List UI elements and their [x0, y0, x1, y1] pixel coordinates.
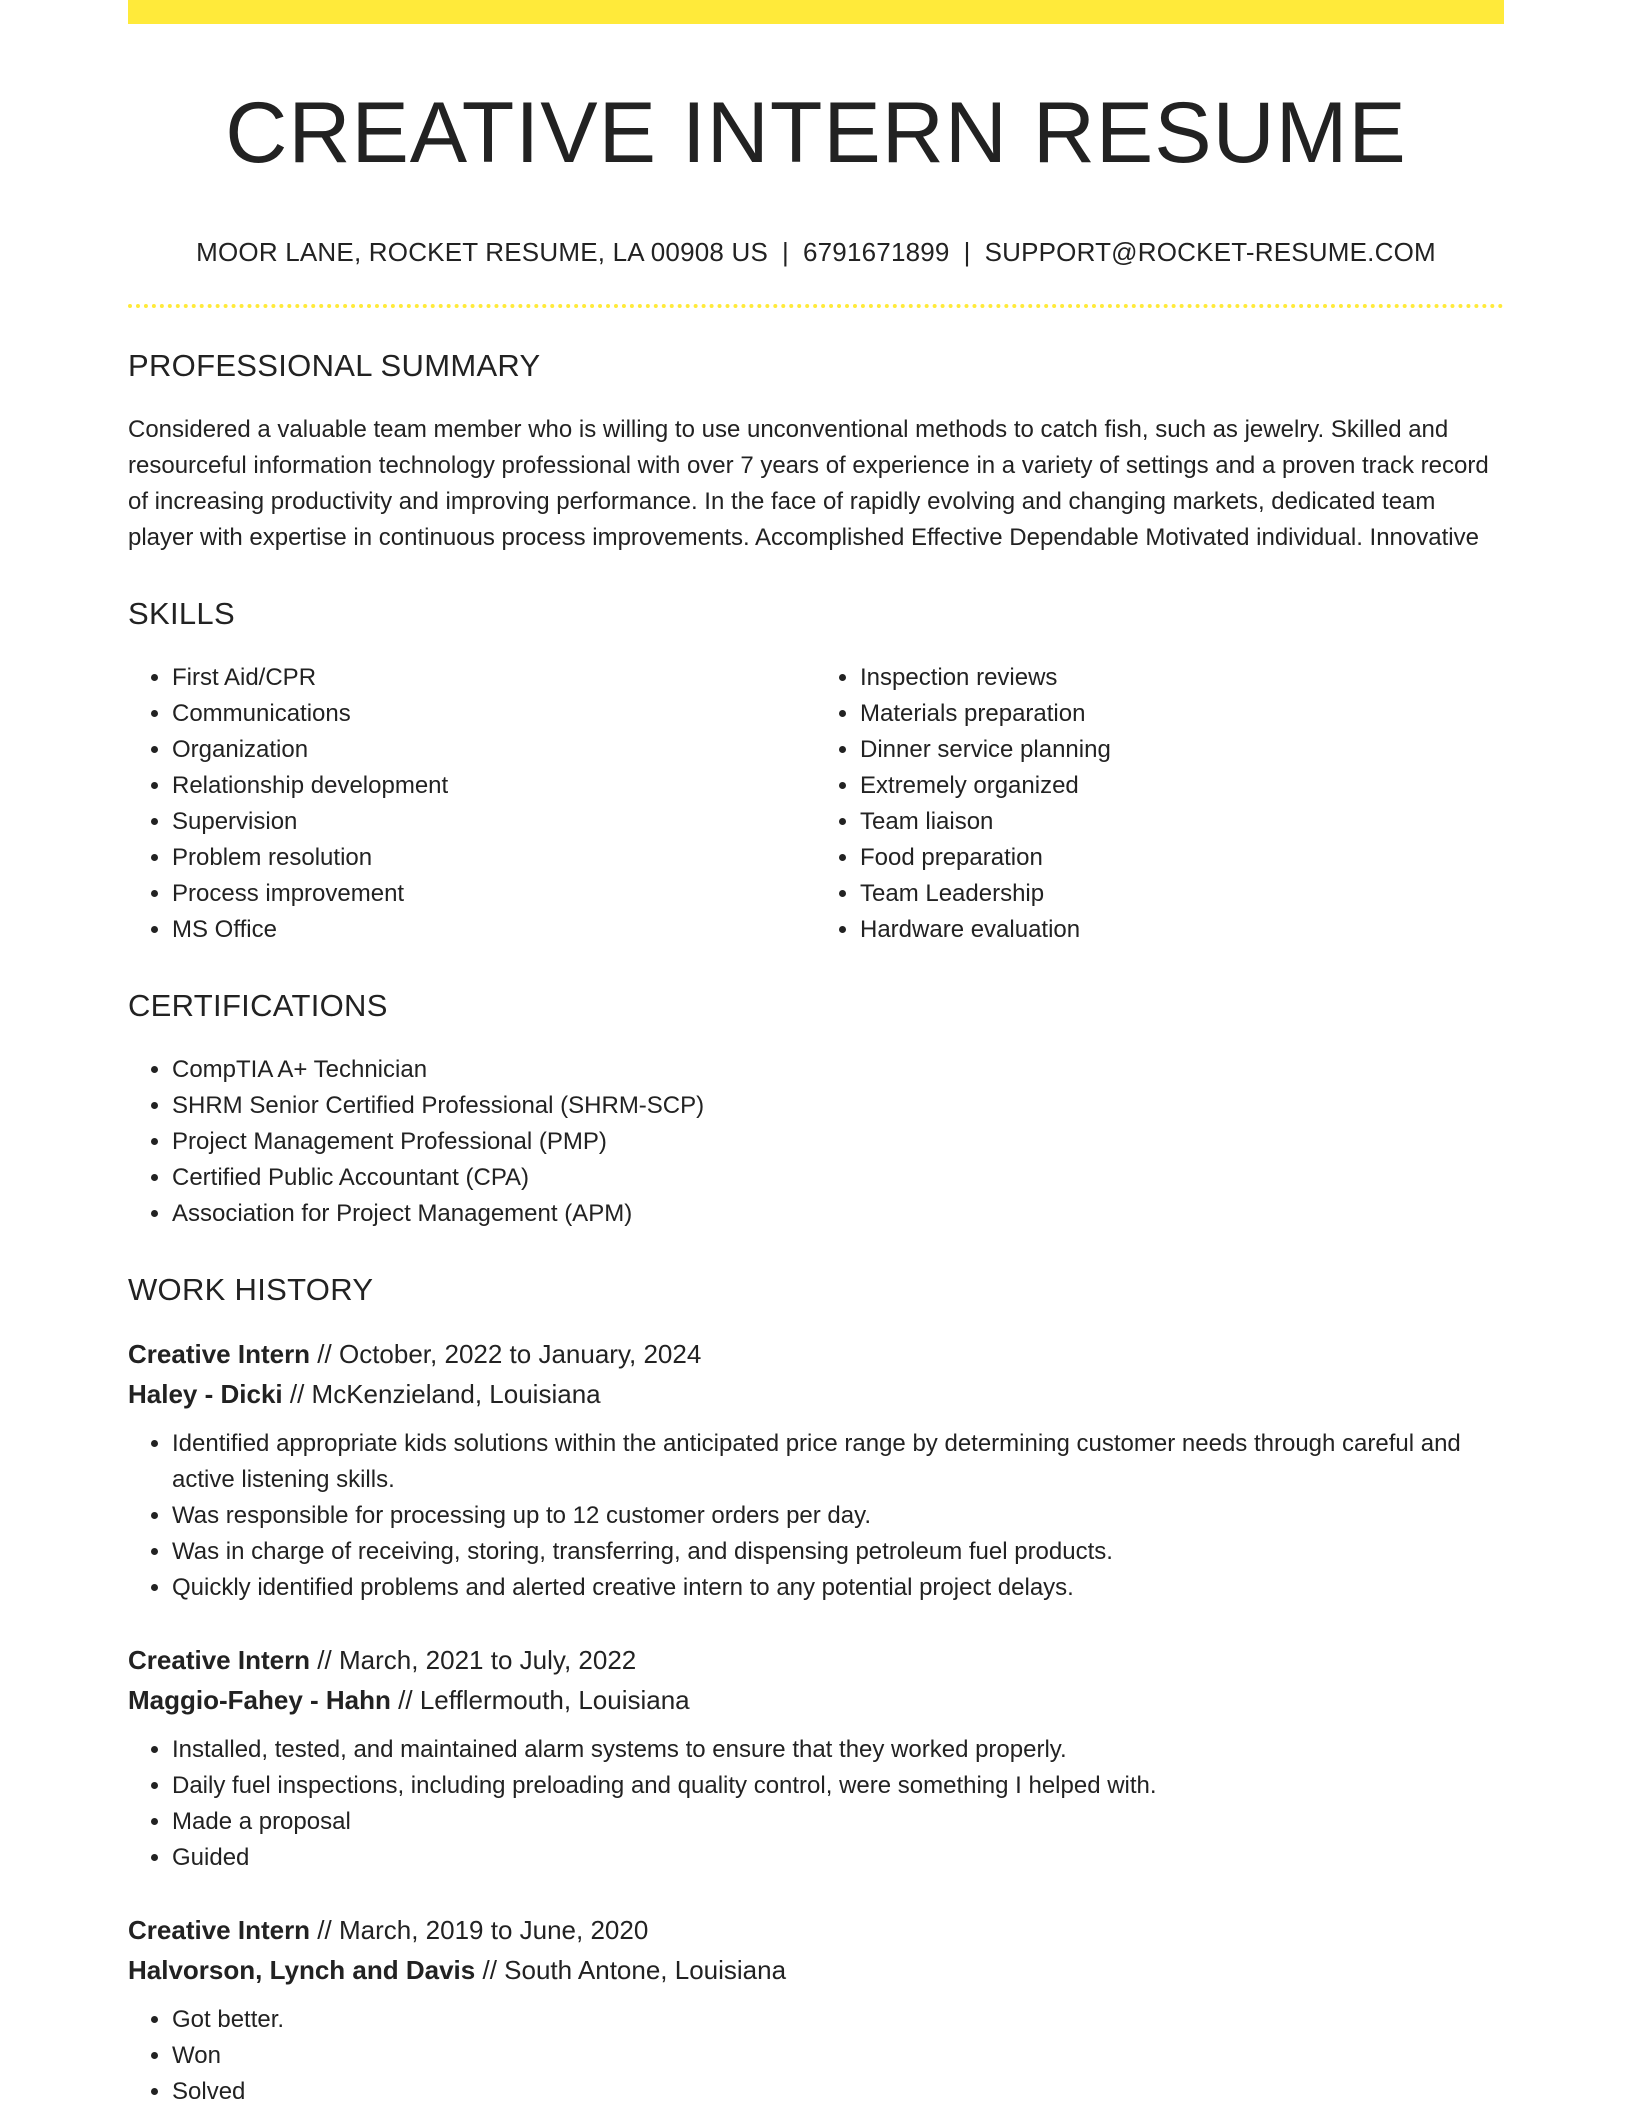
contact-separator: |: [963, 236, 971, 267]
skill-item: • MS Office: [172, 912, 816, 948]
certification-item: • SHRM Senior Certified Professional (SHRM-SCP): [172, 1088, 1504, 1124]
job-company: Maggio-Fahey - Hahn: [128, 1684, 391, 1715]
job-location: South Antone, Louisiana: [504, 1954, 787, 1985]
job-separator: //: [282, 1378, 312, 1409]
skill-item: • Relationship development: [172, 768, 816, 804]
skills-heading: SKILLS: [128, 595, 235, 631]
contact-line: [128, 237, 1504, 268]
skill-item: • First Aid/CPR: [172, 660, 816, 696]
job-bullets: [128, 1426, 1504, 1606]
contact-separator: |: [782, 236, 789, 267]
work-history-heading: WORK HISTORY: [128, 1271, 374, 1307]
summary-section: [128, 348, 1504, 556]
summary-heading: PROFESSIONAL SUMMARY: [128, 347, 541, 383]
certification-item: • CompTIA A+ Technician: [172, 1052, 1504, 1088]
job-bullet: • Won: [172, 2038, 1504, 2074]
job-bullet: • Daily fuel inspections, including preloading and quality control, were something I helped with.: [172, 1768, 1504, 1804]
certification-item: • Project Management Professional (PMP): [172, 1124, 1504, 1160]
job-title-line: [128, 1910, 1504, 1950]
job-bullet: • Installed, tested, and maintained alarm systems to ensure that they worked properly.: [172, 1732, 1504, 1768]
job-bullet: • Made a proposal: [172, 1804, 1504, 1840]
certification-item: • Certified Public Accountant (CPA): [172, 1160, 1504, 1196]
job-title-line: [128, 1640, 1504, 1680]
job-location: McKenzieland, Louisiana: [311, 1378, 601, 1409]
skill-item: • Team Leadership: [860, 876, 1504, 912]
job-company: Haley - Dicki: [128, 1378, 283, 1409]
certifications-heading: CERTIFICATIONS: [128, 987, 388, 1023]
skill-item: • Materials preparation: [860, 696, 1504, 732]
job-separator: //: [390, 1684, 420, 1715]
skills-list-right: [816, 660, 1504, 948]
job-entry: [128, 1910, 1504, 2110]
job-bullet: • Quickly identified problems and alerted creative intern to any potential project delays.: [172, 1570, 1504, 1606]
job-bullet: • Was in charge of receiving, storing, transferring, and dispensing petroleum fuel products.: [172, 1534, 1504, 1570]
summary-text: Considered a valuable team member who is willing to use unconventional methods to catch fish, such as jewelry. Skilled and resourceful information technology professional with over 7 years of experience in a variety of settings and a proven track record of increasing productivity and improving performance. In the face of rapidly evolving and changing markets, dedicated team player with expertise in continuous process improvements. Accomplished Effective Dependable Motivated individual. Innovative: [128, 415, 1489, 551]
skills-section: [128, 596, 1504, 948]
job-dates: March, 2019 to June, 2020: [338, 1914, 649, 1945]
job-bullets: [128, 2002, 1504, 2110]
job-company-line: [128, 1950, 1504, 1990]
job-bullets: [128, 1732, 1504, 1876]
resume-title: CREATIVE INTERN RESUME: [225, 85, 1407, 181]
job-entry: [128, 1640, 1504, 1876]
skill-item: • Problem resolution: [172, 840, 816, 876]
job-bullet: • Guided: [172, 1840, 1504, 1876]
job-title: Creative Intern: [128, 1644, 311, 1675]
skill-item: • Process improvement: [172, 876, 816, 912]
contact-address: MOOR LANE, ROCKET RESUME, LA 00908 US: [196, 236, 769, 267]
job-company-line: [128, 1374, 1504, 1414]
certifications-section: [128, 988, 1504, 1232]
job-title: Creative Intern: [128, 1338, 311, 1369]
skill-item: • Food preparation: [860, 840, 1504, 876]
skill-item: • Team liaison: [860, 804, 1504, 840]
job-location: Lefflermouth, Louisiana: [419, 1684, 690, 1715]
job-bullet: • Was responsible for processing up to 12 customer orders per day.: [172, 1498, 1504, 1534]
skill-item: • Hardware evaluation: [860, 912, 1504, 948]
skill-item: • Supervision: [172, 804, 816, 840]
header-divider: [128, 304, 1504, 308]
job-bullet: • Got better.: [172, 2002, 1504, 2038]
job-company: Halvorson, Lynch and Davis: [128, 1954, 476, 1985]
job-title: Creative Intern: [128, 1914, 311, 1945]
job-separator: //: [310, 1338, 339, 1369]
job-title-line: [128, 1334, 1504, 1374]
resume-page: [128, 0, 1504, 2110]
skills-list-left: [128, 660, 816, 948]
job-bullet: • Solved: [172, 2074, 1504, 2110]
skill-item: • Dinner service planning: [860, 732, 1504, 768]
job-entry: [128, 1334, 1504, 1606]
certifications-list: [128, 1052, 1504, 1232]
certification-item: • Association for Project Management (APM): [172, 1196, 1504, 1232]
job-dates: March, 2021 to July, 2022: [338, 1644, 637, 1675]
skills-grid: [128, 632, 1504, 948]
contact-email: SUPPORT@ROCKET-RESUME.COM: [984, 236, 1436, 267]
job-bullet: • Identified appropriate kids solutions within the anticipated price range by determining customer needs through careful and active listening skills.: [172, 1426, 1504, 1498]
job-company-line: [128, 1680, 1504, 1720]
skill-item: • Extremely organized: [860, 768, 1504, 804]
job-separator: //: [310, 1914, 339, 1945]
top-accent-bar: [128, 0, 1504, 24]
job-separator: //: [310, 1644, 339, 1675]
skill-item: • Communications: [172, 696, 816, 732]
skill-item: • Organization: [172, 732, 816, 768]
job-dates: October, 2022 to January, 2024: [338, 1338, 702, 1369]
skill-item: • Inspection reviews: [860, 660, 1504, 696]
job-separator: //: [475, 1954, 505, 1985]
work-history-section: [128, 1272, 1504, 2110]
contact-phone: 6791671899: [802, 236, 950, 267]
